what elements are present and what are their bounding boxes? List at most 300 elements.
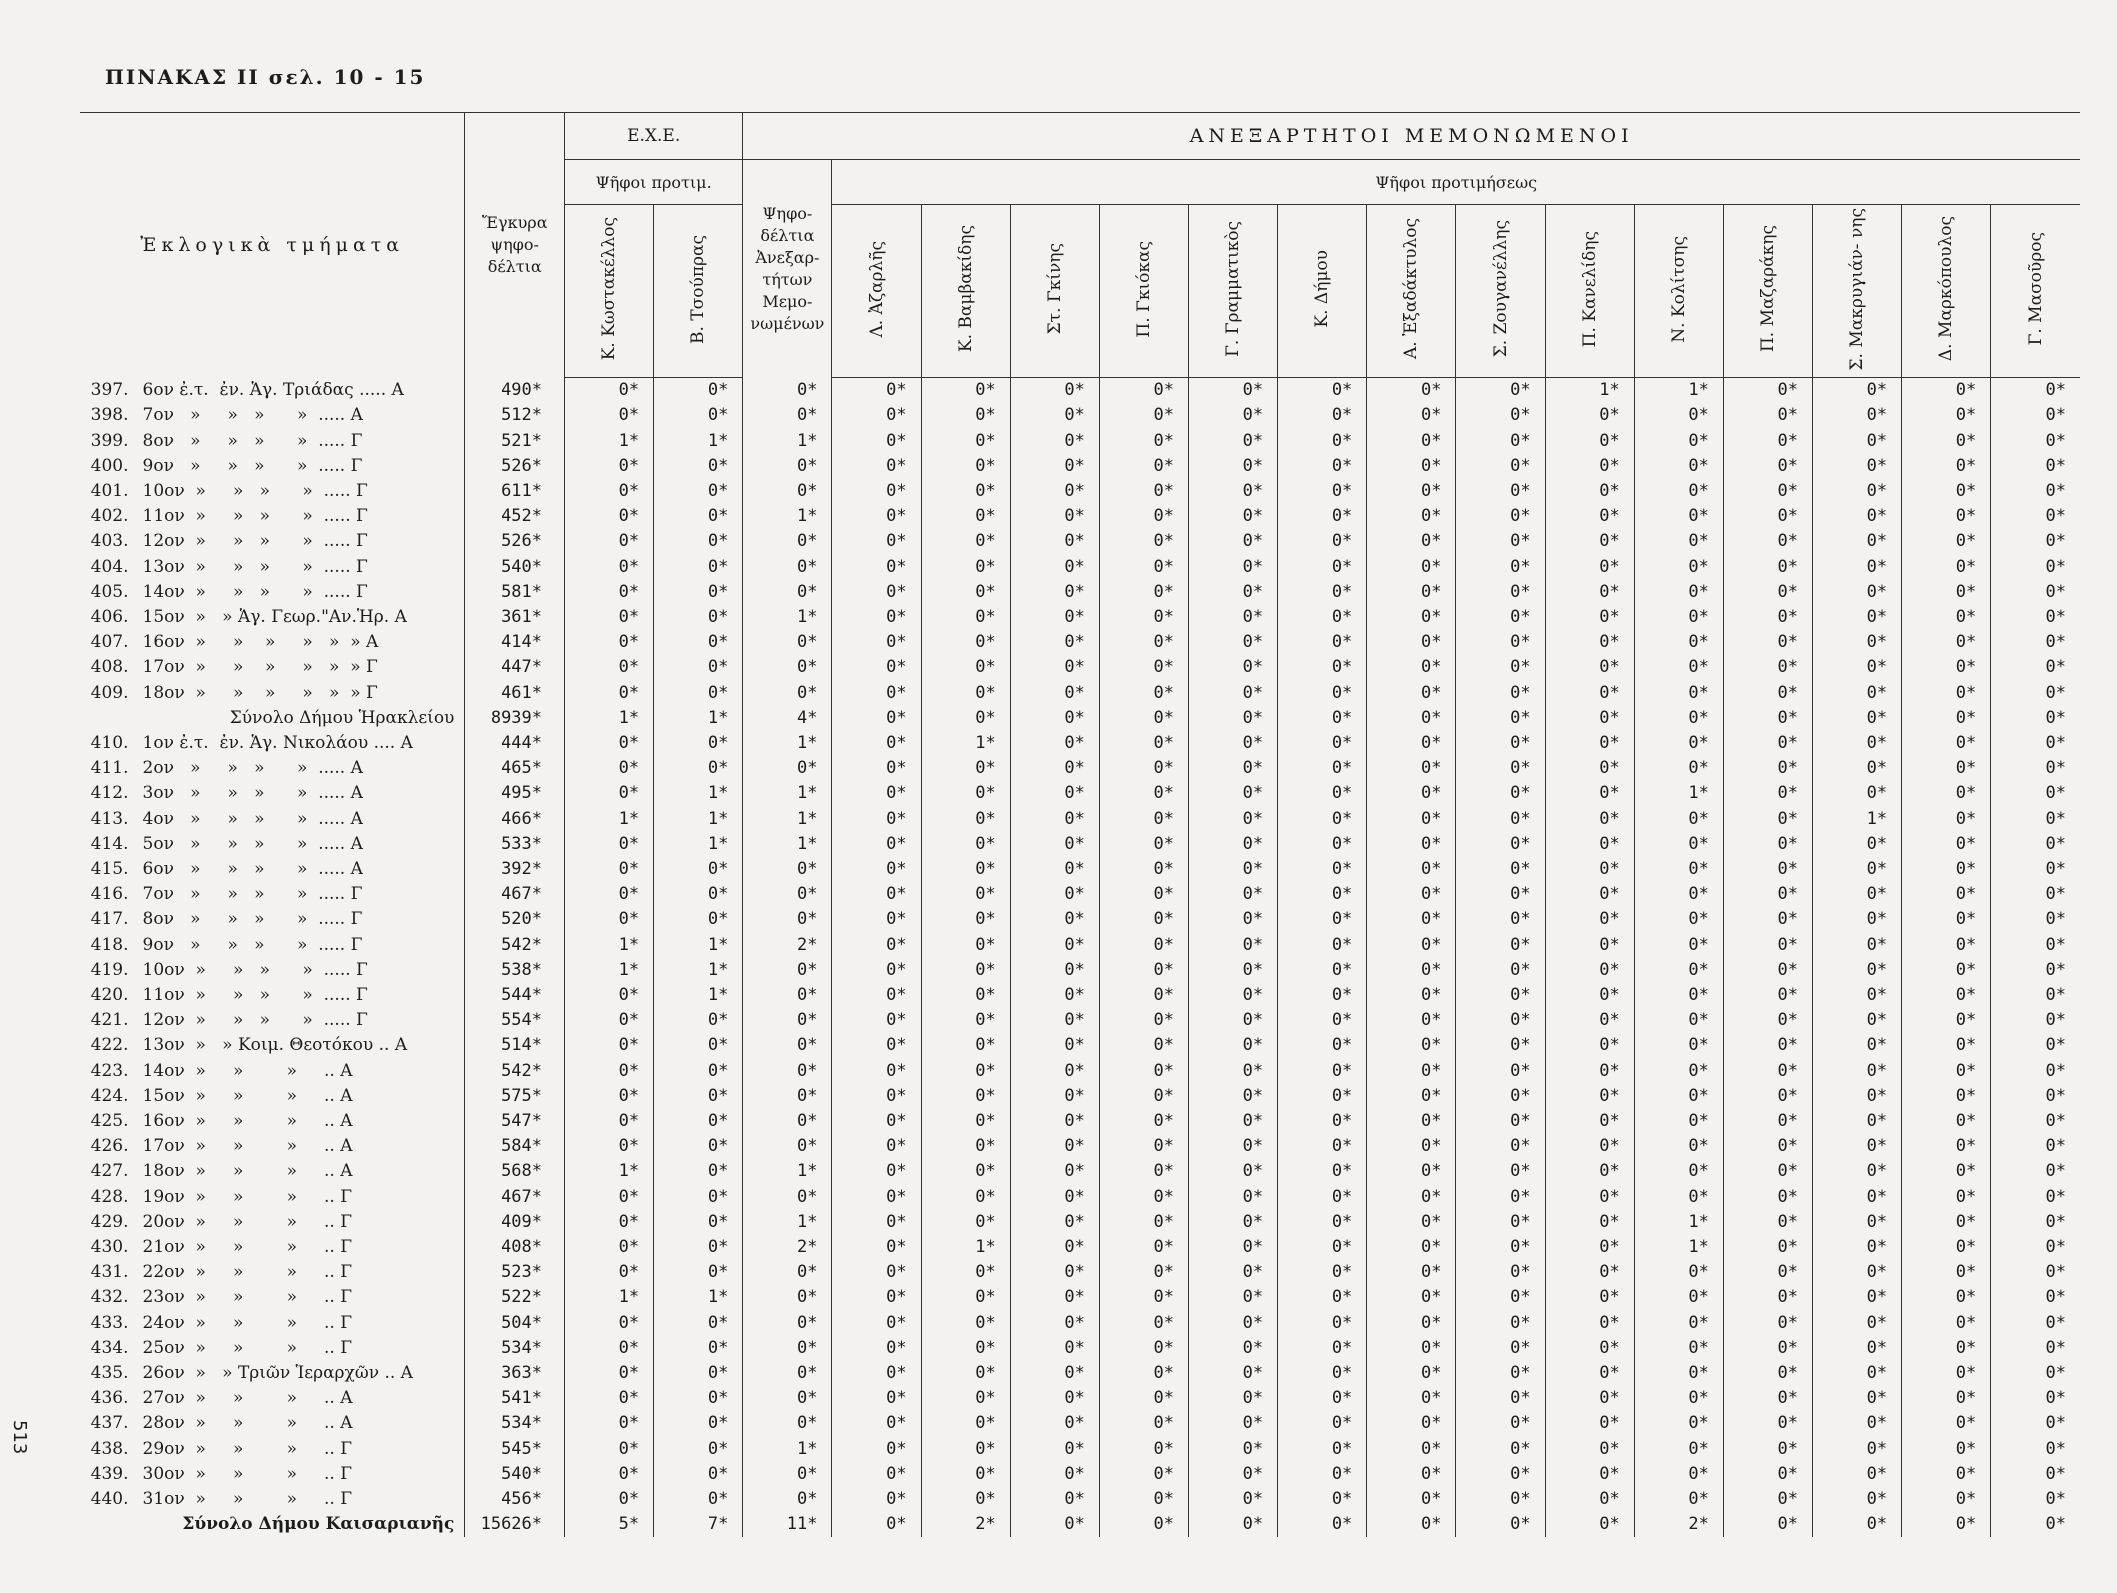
vote-cell: 0* (1010, 554, 1099, 579)
vote-cell: 1* (743, 428, 832, 453)
vote-cell: 0* (743, 1285, 832, 1310)
vote-cell: 0* (1991, 453, 2080, 478)
vote-cell: 0* (1456, 554, 1545, 579)
vote-cell: 0* (1902, 1436, 1991, 1461)
vote-cell: 0* (1367, 831, 1456, 856)
vote-cell: 0* (1278, 655, 1367, 680)
vote-cell: 0* (1456, 882, 1545, 907)
vote-cell: 0* (1813, 1184, 1902, 1209)
vote-cell: 0* (1634, 478, 1723, 503)
vote-cell: 0* (1545, 957, 1634, 982)
table-row (80, 1335, 2080, 1360)
vote-cell: 0* (1456, 655, 1545, 680)
vote-cell: 0* (1902, 1310, 1991, 1335)
section-label: 1ον ἐ.τ. ἐν. Ἁγ. Νικολάου .... Α (142, 732, 413, 753)
vote-cell: 0* (1010, 1461, 1099, 1486)
vote-cell: 0* (1902, 705, 1991, 730)
vote-cell: 0* (921, 453, 1010, 478)
total-row (80, 1512, 2080, 1537)
vote-cell: 0* (1010, 1335, 1099, 1360)
vote-cell: 0* (1723, 1386, 1812, 1411)
vote-cell: 1* (654, 982, 743, 1007)
vote-cell: 0* (1723, 504, 1812, 529)
vote-cell: 0* (1456, 1083, 1545, 1108)
vote-cell: 0* (654, 579, 743, 604)
vote-cell: 0* (1634, 907, 1723, 932)
table-row (80, 932, 2080, 957)
vote-cell: 1* (654, 806, 743, 831)
vote-cell: 0* (1723, 756, 1812, 781)
vote-cell: 0* (1723, 882, 1812, 907)
section-label: 3ον » » » » ..... Α (142, 783, 363, 804)
vote-cell: 0* (565, 1360, 654, 1385)
vote-cell: 0* (921, 1461, 1010, 1486)
vote-cell: 0* (654, 478, 743, 503)
total-row (80, 705, 2080, 730)
vote-cell: 0* (1723, 453, 1812, 478)
vote-cell: 0* (1456, 730, 1545, 755)
table-row (80, 1033, 2080, 1058)
vote-cell: 0* (1813, 453, 1902, 478)
vote-cell: 0* (1278, 957, 1367, 982)
vote-cell: 0* (1634, 529, 1723, 554)
vote-cell: 0* (921, 907, 1010, 932)
vote-cell: 0* (1456, 982, 1545, 1007)
vote-cell: 0* (1099, 756, 1188, 781)
vote-cell: 0* (1367, 554, 1456, 579)
row-number: 431. (90, 1262, 129, 1283)
vote-cell: 0* (1545, 1209, 1634, 1234)
vote-cell: 0* (743, 1134, 832, 1159)
results-table (80, 112, 2080, 1537)
candidate-header (1634, 205, 1723, 378)
vote-cell: 0* (921, 428, 1010, 453)
valid-ballots-cell: 361* (465, 604, 565, 629)
vote-cell: 0* (1545, 529, 1634, 554)
valid-ballots-cell: 521* (465, 428, 565, 453)
vote-cell: 0* (1723, 680, 1812, 705)
vote-cell: 0* (654, 1159, 743, 1184)
vote-cell: 0* (1367, 604, 1456, 629)
vote-cell: 0* (1545, 1360, 1634, 1385)
vote-cell: 0* (1189, 1184, 1278, 1209)
vote-cell: 0* (1813, 1486, 1902, 1511)
candidate-header (921, 205, 1010, 378)
row-number: 432. (90, 1287, 129, 1308)
vote-cell: 1* (743, 806, 832, 831)
vote-cell: 0* (832, 630, 921, 655)
vote-cell: 0* (1723, 630, 1812, 655)
section-label: 7ον » » » » ..... Α (142, 405, 363, 426)
candidate-header (1545, 205, 1634, 378)
vote-cell: 0* (1367, 478, 1456, 503)
vote-cell: 0* (1010, 529, 1099, 554)
vote-cell: 0* (1010, 730, 1099, 755)
table-row (80, 1184, 2080, 1209)
vote-cell: 0* (1367, 730, 1456, 755)
vote-cell: 0* (1634, 428, 1723, 453)
vote-cell: 0* (1991, 781, 2080, 806)
vote-cell: 0* (921, 1260, 1010, 1285)
vote-cell: 0* (832, 781, 921, 806)
vote-cell: 0* (1813, 1512, 1902, 1537)
row-number: 418. (90, 934, 129, 955)
valid-ballots-cell: 452* (465, 504, 565, 529)
row-number: 409. (90, 682, 129, 703)
row-number: 401. (90, 480, 129, 501)
vote-cell: 0* (743, 1184, 832, 1209)
vote-cell: 0* (1634, 1436, 1723, 1461)
vote-cell: 0* (654, 403, 743, 428)
vote-cell: 0* (1723, 1486, 1812, 1511)
vote-cell: 0* (1634, 730, 1723, 755)
vote-cell: 0* (1813, 478, 1902, 503)
valid-ballots-cell: 495* (465, 781, 565, 806)
row-number: 424. (90, 1085, 129, 1106)
vote-cell: 0* (1010, 604, 1099, 629)
valid-ballots-cell: 465* (465, 756, 565, 781)
vote-cell: 0* (1723, 554, 1812, 579)
vote-cell: 0* (1813, 1234, 1902, 1259)
section-label: 15ον » » Ἁγ. Γεωρ."Αν.Ἡρ. Α (142, 606, 407, 627)
vote-cell: 0* (1456, 630, 1545, 655)
vote-cell: 0* (921, 630, 1010, 655)
vote-cell: 0* (921, 831, 1010, 856)
vote-cell: 0* (1367, 1008, 1456, 1033)
vote-cell: 0* (1456, 1335, 1545, 1360)
vote-cell: 1* (743, 1209, 832, 1234)
vote-cell: 0* (1545, 403, 1634, 428)
vote-cell: 0* (832, 1512, 921, 1537)
vote-cell: 0* (654, 756, 743, 781)
valid-ballots-cell: 575* (465, 1083, 565, 1108)
section-label: 27ον » » » .. Α (142, 1388, 353, 1409)
table-row (80, 730, 2080, 755)
candidate-name: Α. Ἐξαδάκτυλος (1401, 218, 1422, 360)
vote-cell: 0* (1545, 781, 1634, 806)
vote-cell: 0* (1010, 1083, 1099, 1108)
vote-cell: 0* (1099, 1159, 1188, 1184)
vote-cell: 0* (743, 579, 832, 604)
table-row (80, 1310, 2080, 1335)
vote-cell: 0* (565, 504, 654, 529)
vote-cell: 0* (743, 378, 832, 403)
vote-cell: 0* (832, 428, 921, 453)
vote-cell: 0* (1634, 1411, 1723, 1436)
vote-cell: 2* (743, 1234, 832, 1259)
vote-cell: 0* (832, 1486, 921, 1511)
section-label: 29ον » » » .. Γ (142, 1438, 353, 1459)
vote-cell: 0* (743, 453, 832, 478)
vote-cell: 0* (1902, 781, 1991, 806)
candidate-name: Π. Μαζαράκης (1757, 225, 1778, 353)
table-row (80, 1108, 2080, 1133)
vote-cell: 0* (1545, 882, 1634, 907)
vote-cell: 0* (1099, 504, 1188, 529)
valid-ballots-cell: 461* (465, 680, 565, 705)
vote-cell: 0* (1367, 957, 1456, 982)
vote-cell: 0* (1456, 1134, 1545, 1159)
table-row (80, 1134, 2080, 1159)
vote-cell: 0* (1545, 1234, 1634, 1259)
vote-cell: 0* (1367, 705, 1456, 730)
vote-cell: 0* (1813, 1360, 1902, 1385)
vote-cell: 0* (1278, 1335, 1367, 1360)
vote-cell: 0* (1099, 882, 1188, 907)
candidate-name: Ν. Κολίτσης (1668, 235, 1689, 343)
vote-cell: 0* (1902, 1512, 1991, 1537)
vote-cell: 0* (565, 1260, 654, 1285)
vote-cell: 0* (1099, 1134, 1188, 1159)
vote-cell: 0* (832, 453, 921, 478)
vote-cell: 0* (743, 680, 832, 705)
vote-cell: 0* (921, 1159, 1010, 1184)
vote-cell: 0* (1189, 1285, 1278, 1310)
vote-cell: 0* (1189, 957, 1278, 982)
vote-cell: 0* (1545, 579, 1634, 604)
vote-cell: 0* (1991, 1335, 2080, 1360)
vote-cell: 0* (1991, 1058, 2080, 1083)
vote-cell: 0* (1189, 1486, 1278, 1511)
valid-ballots-cell: 611* (465, 478, 565, 503)
vote-cell: 0* (1278, 1260, 1367, 1285)
vote-cell: 0* (832, 1159, 921, 1184)
vote-cell: 0* (565, 1335, 654, 1360)
vote-cell: 0* (565, 630, 654, 655)
section-label: 10ον » » » » ..... Γ (142, 480, 368, 501)
vote-cell: 0* (1010, 428, 1099, 453)
row-number: 407. (90, 632, 129, 653)
vote-cell: 0* (1634, 1486, 1723, 1511)
vote-cell: 0* (654, 1083, 743, 1108)
vote-cell: 1* (921, 730, 1010, 755)
vote-cell: 0* (1545, 730, 1634, 755)
vote-cell: 0* (1099, 1512, 1188, 1537)
valid-ballots-cell: 414* (465, 630, 565, 655)
section-label: 20ον » » » .. Γ (142, 1211, 353, 1232)
candidate-name: Π. Κανελίδης (1579, 230, 1600, 348)
valid-ballots-header: Ἔγκυρα ψηφο- δέλτια (465, 113, 565, 378)
vote-cell: 0* (1367, 428, 1456, 453)
vote-cell: 0* (1367, 504, 1456, 529)
vote-cell: 1* (654, 831, 743, 856)
vote-cell: 1* (654, 1285, 743, 1310)
vote-cell: 0* (832, 932, 921, 957)
vote-cell: 0* (1991, 1159, 2080, 1184)
vote-cell: 0* (1991, 907, 2080, 932)
vote-cell: 0* (565, 831, 654, 856)
vote-cell: 0* (1010, 1058, 1099, 1083)
vote-cell: 0* (1723, 1436, 1812, 1461)
vote-cell: 0* (1991, 932, 2080, 957)
vote-cell: 0* (1010, 579, 1099, 604)
vote-cell: 0* (1367, 378, 1456, 403)
vote-cell: 1* (565, 1285, 654, 1310)
vote-cell: 0* (1099, 655, 1188, 680)
vote-cell: 0* (1634, 957, 1723, 982)
vote-cell: 0* (743, 907, 832, 932)
vote-cell: 0* (1099, 1335, 1188, 1360)
vote-cell: 0* (1813, 907, 1902, 932)
vote-cell: 0* (921, 680, 1010, 705)
vote-cell: 0* (1991, 1436, 2080, 1461)
vote-cell: 0* (565, 403, 654, 428)
vote-cell: 0* (832, 1260, 921, 1285)
vote-cell: 0* (654, 1260, 743, 1285)
vote-cell: 0* (1278, 1512, 1367, 1537)
vote-cell: 0* (832, 1209, 921, 1234)
vote-cell: 0* (1456, 705, 1545, 730)
vote-cell: 0* (565, 579, 654, 604)
vote-cell: 0* (743, 1058, 832, 1083)
vote-cell: 0* (565, 1310, 654, 1335)
vote-cell: 0* (1991, 504, 2080, 529)
vote-cell: 0* (1723, 403, 1812, 428)
vote-cell: 0* (1278, 579, 1367, 604)
vote-cell: 0* (1010, 1134, 1099, 1159)
candidate-header (1010, 205, 1099, 378)
row-number: 436. (90, 1388, 129, 1409)
vote-cell: 0* (1723, 831, 1812, 856)
vote-cell: 0* (1189, 932, 1278, 957)
candidate-name: Σ. Ζουγανέλλης (1490, 220, 1511, 358)
vote-cell: 0* (654, 529, 743, 554)
vote-cell: 0* (1991, 1285, 2080, 1310)
section-label: 30ον » » » .. Γ (142, 1463, 353, 1484)
vote-cell: 0* (1278, 1008, 1367, 1033)
vote-cell: 0* (1545, 831, 1634, 856)
vote-cell: 0* (1278, 907, 1367, 932)
row-number: 420. (90, 984, 129, 1005)
vote-cell: 0* (832, 730, 921, 755)
vote-cell: 2* (1634, 1512, 1723, 1537)
vote-cell: 0* (1545, 1461, 1634, 1486)
vote-cell: 0* (1189, 1234, 1278, 1259)
vote-cell: 0* (1010, 932, 1099, 957)
vote-cell: 0* (565, 1033, 654, 1058)
vote-cell: 0* (832, 1360, 921, 1385)
vote-cell: 0* (654, 630, 743, 655)
vote-cell: 0* (1545, 1310, 1634, 1335)
vote-cell: 0* (1545, 504, 1634, 529)
vote-cell: 0* (1723, 1209, 1812, 1234)
vote-cell: 0* (1456, 1260, 1545, 1285)
vote-cell: 0* (743, 1260, 832, 1285)
section-label: 6ον » » » » ..... Α (142, 858, 363, 879)
vote-cell: 0* (1099, 957, 1188, 982)
vote-cell: 0* (921, 1285, 1010, 1310)
table-row (80, 1260, 2080, 1285)
vote-cell: 0* (921, 1411, 1010, 1436)
vote-cell: 0* (921, 982, 1010, 1007)
vote-cell: 0* (654, 1486, 743, 1511)
vote-cell: 0* (1902, 1159, 1991, 1184)
vote-cell: 0* (832, 1234, 921, 1259)
table-row (80, 781, 2080, 806)
vote-cell: 0* (1902, 1360, 1991, 1385)
vote-cell: 0* (921, 478, 1010, 503)
valid-ballots-cell: 490* (465, 378, 565, 403)
vote-cell: 0* (921, 504, 1010, 529)
vote-cell: 0* (1189, 1310, 1278, 1335)
vote-cell: 0* (1634, 1310, 1723, 1335)
vote-cell: 0* (832, 756, 921, 781)
vote-cell: 0* (1723, 655, 1812, 680)
table-row (80, 428, 2080, 453)
vote-cell: 0* (1367, 1260, 1456, 1285)
vote-cell: 0* (1189, 781, 1278, 806)
vote-cell: 0* (1010, 655, 1099, 680)
vote-cell: 0* (1189, 1260, 1278, 1285)
vote-cell: 1* (1634, 1234, 1723, 1259)
section-label: 6ον ἐ.τ. ἐν. Ἁγ. Τριάδας ..... Α (142, 380, 404, 401)
vote-cell: 0* (1723, 1058, 1812, 1083)
valid-ballots-cell: 544* (465, 982, 565, 1007)
vote-cell: 0* (1010, 907, 1099, 932)
vote-cell: 0* (1456, 856, 1545, 881)
vote-cell: 0* (1545, 630, 1634, 655)
vote-cell: 0* (1456, 1310, 1545, 1335)
vote-cell: 0* (1456, 1461, 1545, 1486)
section-label: Σύνολο Δήμου Ἡρακλείου (229, 707, 455, 728)
vote-cell: 0* (565, 478, 654, 503)
vote-cell: 0* (1278, 806, 1367, 831)
row-number: 422. (90, 1035, 129, 1056)
vote-cell: 0* (1189, 1436, 1278, 1461)
vote-cell: 0* (1278, 1486, 1367, 1511)
row-number: 417. (90, 909, 129, 930)
exe-pref-header: Ψῆφοι προτιμ. (565, 160, 743, 205)
vote-cell: 0* (1099, 982, 1188, 1007)
vote-cell: 0* (1991, 1184, 2080, 1209)
vote-cell: 0* (832, 1108, 921, 1133)
vote-cell: 1* (743, 781, 832, 806)
section-label: 18ον » » » » » » Γ (142, 682, 378, 703)
vote-cell: 0* (1189, 1209, 1278, 1234)
table-row (80, 1209, 2080, 1234)
vote-cell: 0* (743, 554, 832, 579)
vote-cell: 0* (1456, 1033, 1545, 1058)
vote-cell: 0* (654, 730, 743, 755)
vote-cell: 0* (654, 1134, 743, 1159)
candidate-header (1991, 205, 2080, 378)
vote-cell: 0* (832, 1386, 921, 1411)
section-label: 7ον » » » » ..... Γ (142, 884, 363, 905)
valid-ballots-cell: 467* (465, 882, 565, 907)
vote-cell: 1* (743, 730, 832, 755)
candidate-header (565, 205, 654, 378)
vote-cell: 0* (1723, 730, 1812, 755)
vote-cell: 0* (832, 529, 921, 554)
vote-cell: 0* (921, 529, 1010, 554)
vote-cell: 0* (921, 1436, 1010, 1461)
vote-cell: 0* (1902, 982, 1991, 1007)
vote-cell: 0* (1099, 1184, 1188, 1209)
vote-cell: 0* (1189, 453, 1278, 478)
section-label: 25ον » » » .. Γ (142, 1337, 353, 1358)
row-number: 411. (90, 758, 129, 779)
vote-cell: 0* (1902, 730, 1991, 755)
vote-cell: 0* (1099, 554, 1188, 579)
row-number: 438. (90, 1438, 129, 1459)
vote-cell: 0* (1991, 1134, 2080, 1159)
vote-cell: 0* (654, 1386, 743, 1411)
vote-cell: 0* (565, 453, 654, 478)
section-label: 2ον » » » » ..... Α (142, 758, 363, 779)
vote-cell: 1* (743, 604, 832, 629)
vote-cell: 0* (1813, 579, 1902, 604)
vote-cell: 0* (1367, 1360, 1456, 1385)
